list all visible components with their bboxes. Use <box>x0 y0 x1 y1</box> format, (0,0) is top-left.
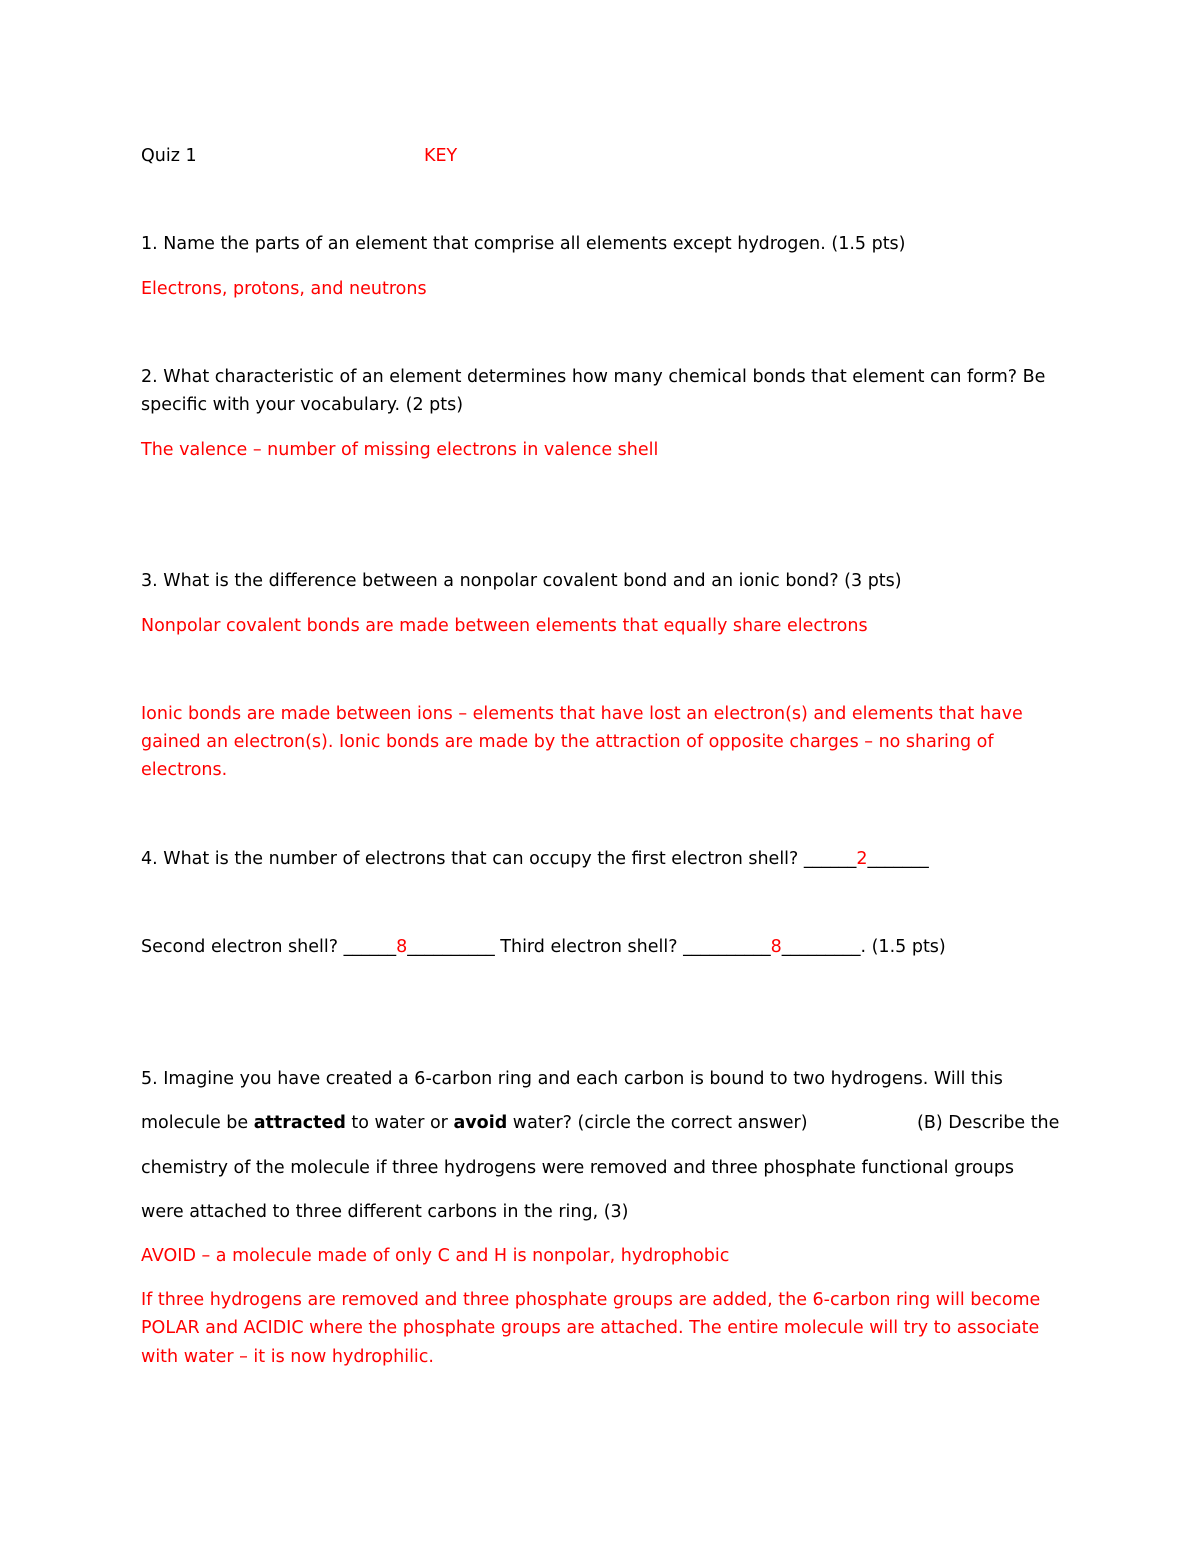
question-4-line-1 <box>141 848 929 870</box>
answer-1: Electrons, protons, and neutrons <box>141 279 427 299</box>
question-2-line-2: specific with your vocabulary. (2 pts) <box>141 395 464 415</box>
q5-text-a: molecule be <box>141 1113 254 1133</box>
question-5-line-2 <box>141 1112 808 1134</box>
q5-text-c: water? (circle the correct answer) <box>507 1113 808 1133</box>
question-4-line-2 <box>141 936 946 958</box>
question-1: 1. Name the parts of an element that comprise all elements except hydrogen. (1.5 pts) <box>141 234 906 254</box>
answer-3-part-2-line-3: electrons. <box>141 760 228 780</box>
answer-4-first-blank: _______ <box>867 849 929 869</box>
question-3: 3. What is the difference between a nonpolar covalent bond and an ionic bond? (3 pts) <box>141 571 902 591</box>
q5-text-b: to water or <box>345 1113 454 1133</box>
third-shell-label: __________ Third electron shell? __________ <box>407 937 771 957</box>
avoid-word: avoid <box>453 1113 508 1133</box>
answer-2: The valence – number of missing electrons in valence shell <box>141 440 659 460</box>
answer-5-part-2-line-2: POLAR and ACIDIC where the phosphate groups are attached. The entire molecule will try to associate <box>141 1318 1040 1338</box>
answer-5-part-1: AVOID – a molecule made of only C and H is nonpolar, hydrophobic <box>141 1246 730 1266</box>
second-shell-label: Second electron shell? ______ <box>141 937 397 957</box>
answer-4-third-shell: 8 <box>770 937 782 957</box>
answer-3-part-2-line-2: gained an electron(s). Ionic bonds are made by the attraction of opposite charges – no sharing of <box>141 732 994 752</box>
question-5-line-3: chemistry of the molecule if three hydrogens were removed and three phosphate functional groups <box>141 1158 1015 1178</box>
question-5-part-b-label: (B) Describe the <box>917 1113 1060 1133</box>
attracted-word: attracted <box>253 1113 346 1133</box>
question-5-line-4: were attached to three different carbons in the ring, (3) <box>141 1202 629 1222</box>
answer-3-part-1: Nonpolar covalent bonds are made between elements that equally share electrons <box>141 616 868 636</box>
third-shell-trail: _________. (1.5 pts) <box>781 937 946 957</box>
key-label: KEY <box>424 146 458 166</box>
answer-5-part-2-line-3: with water – it is now hydrophilic. <box>141 1347 434 1367</box>
quiz-title: Quiz 1 <box>141 146 197 166</box>
question-5-line-1: 5. Imagine you have created a 6-carbon ring and each carbon is bound to two hydrogens. Will this <box>141 1069 1003 1089</box>
question-4-text: 4. What is the number of electrons that can occupy the first electron shell? ______ <box>141 849 857 869</box>
answer-5-part-2-line-1: If three hydrogens are removed and three phosphate groups are added, the 6-carbon ring will become <box>141 1290 1041 1310</box>
answer-3-part-2-line-1: Ionic bonds are made between ions – elements that have lost an electron(s) and elements that have <box>141 704 1023 724</box>
answer-4-second-shell: 8 <box>396 937 408 957</box>
question-2-line-1: 2. What characteristic of an element determines how many chemical bonds that element can form? Be <box>141 367 1046 387</box>
answer-4-first-shell: 2 <box>856 849 868 869</box>
